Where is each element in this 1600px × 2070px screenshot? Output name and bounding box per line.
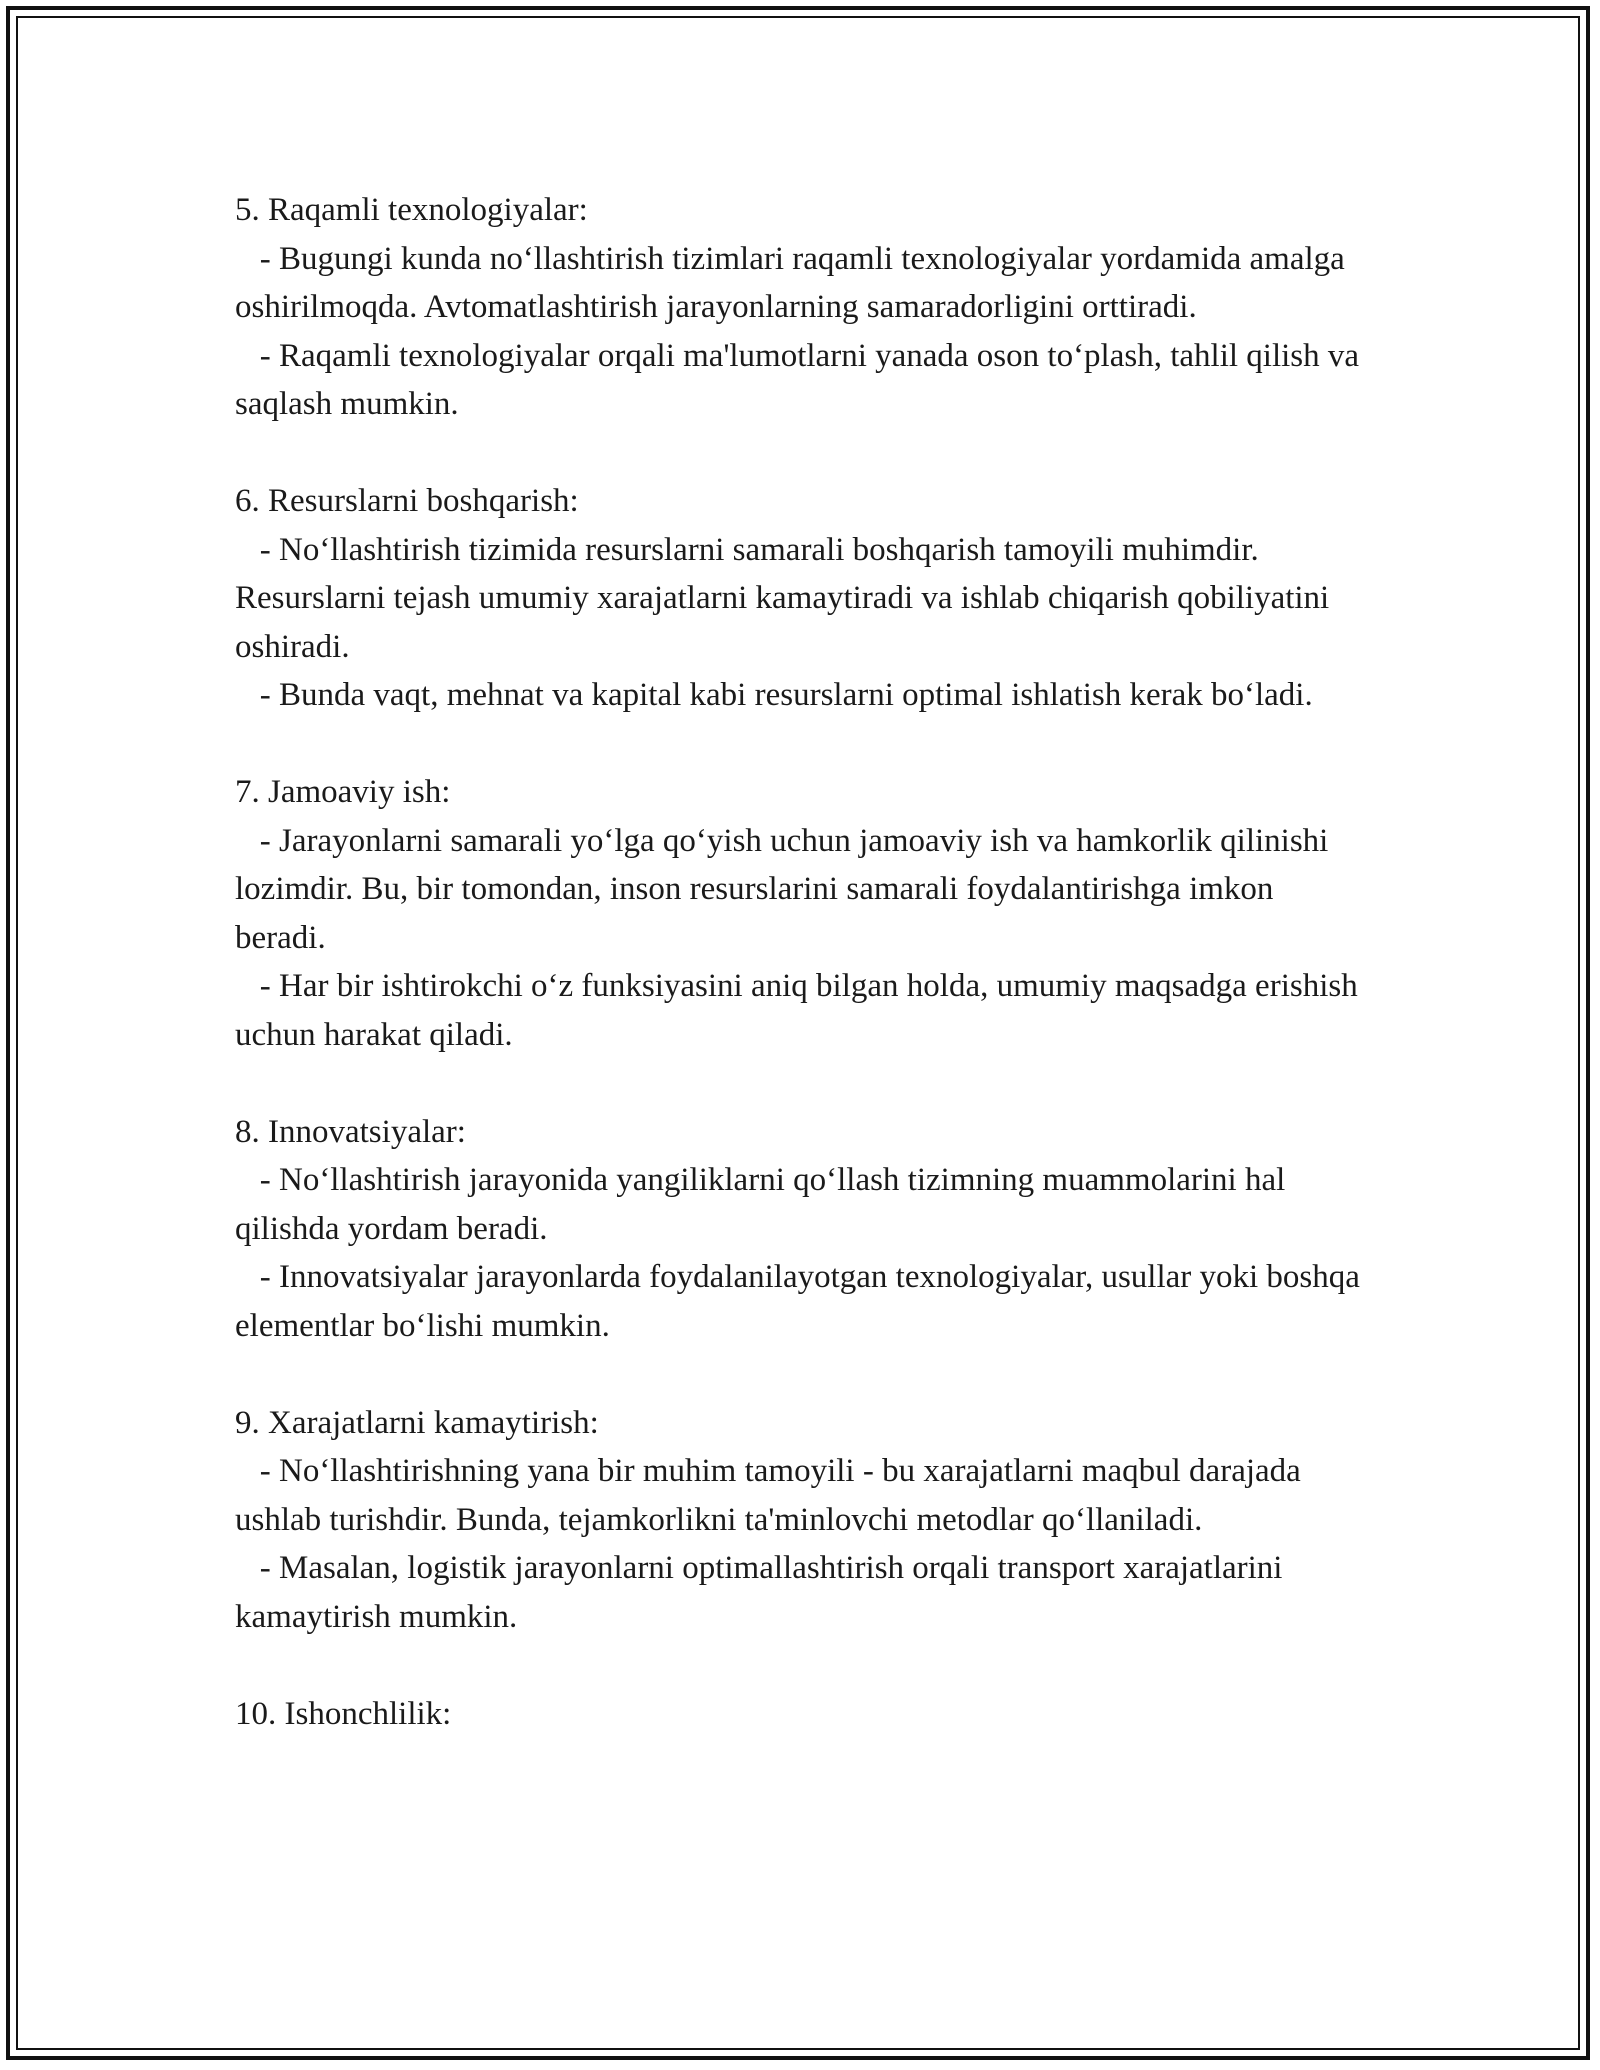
section-paragraph: - Masalan, logistik jarayonlarni optimallashtirish orqali transport xarajatlarini kamaytirish mumkin. — [235, 1550, 1291, 1635]
section-paragraph: - Har bir ishtirokchi o‘z funksiyasini aniq bilgan holda, umumiy maqsadga erishish uchun harakat qiladi. — [235, 968, 1366, 1053]
section-paragraph: - Raqamli texnologiyalar orqali ma'lumotlarni yanada oson to‘plash, tahlil qilish va saqlash mumkin. — [235, 337, 1368, 422]
section-heading: 6. Resurslarni boshqarish: — [235, 483, 579, 519]
section-innovatsiyalar — [235, 1108, 1369, 1351]
section-paragraph: - Bunda vaqt, mehnat va kapital kabi resurslarni optimal ishlatish kerak bo‘ladi. — [235, 677, 1313, 713]
section-ishonchlilik — [235, 1690, 1365, 1739]
section-heading: 8. Innovatsiyalar: — [235, 1113, 466, 1150]
section-jamoaviy-ish — [235, 768, 1365, 1059]
section-paragraph: - Innovatsiyalar jarayonlarda foydalanilayotgan texnologiyalar, usullar yoki boshqa elementlar bo‘lishi mumkin. — [235, 1259, 1369, 1344]
section-paragraph: - Bugungi kunda no‘llashtirish tizimlari raqamli texnologiyalar yordamida amalga oshirilmoqda. Avtomatlashtirish jarayonlarning samaradorligini orttiradi. — [235, 240, 1354, 325]
section-raqamli-texnologiyalar — [235, 186, 1368, 429]
document-body — [235, 186, 1369, 1738]
section-paragraph: - No‘llashtirishning yana bir muhim tamoyili - bu xarajatlarni maqbul darajada ushlab turishdir. Bunda, tejamkorlikni ta'minlovchi metodlar qo‘llaniladi. — [235, 1453, 1310, 1538]
section-heading: 7. Jamoaviy ish: — [235, 774, 451, 810]
section-xarajatlarni-kamaytirish — [235, 1399, 1365, 1642]
section-paragraph: - No‘llashtirish tizimida resurslarni samarali boshqarish tamoyili muhimdir. Resurslarni tejash umumiy xarajatlarni kamaytiradi va ishlab chiqarish qobiliyatini oshiradi. — [235, 531, 1338, 665]
section-paragraph: - No‘llashtirish jarayonida yangiliklarni qo‘llash tizimning muammolarini hal qilishda yordam beradi. — [235, 1162, 1294, 1247]
section-resurslarni-boshqarish — [235, 477, 1365, 720]
section-heading: 10. Ishonchlilik: — [235, 1695, 452, 1732]
section-heading: 5. Raqamli texnologiyalar: — [235, 192, 588, 228]
section-paragraph: - Jarayonlarni samarali yo‘lga qo‘yish uchun jamoaviy ish va hamkorlik qilinishi lozimdir. Bu, bir tomondan, inson resurslarini samarali foydalantirishga imkon beradi. — [235, 822, 1337, 956]
section-heading: 9. Xarajatlarni kamaytirish: — [235, 1404, 599, 1441]
